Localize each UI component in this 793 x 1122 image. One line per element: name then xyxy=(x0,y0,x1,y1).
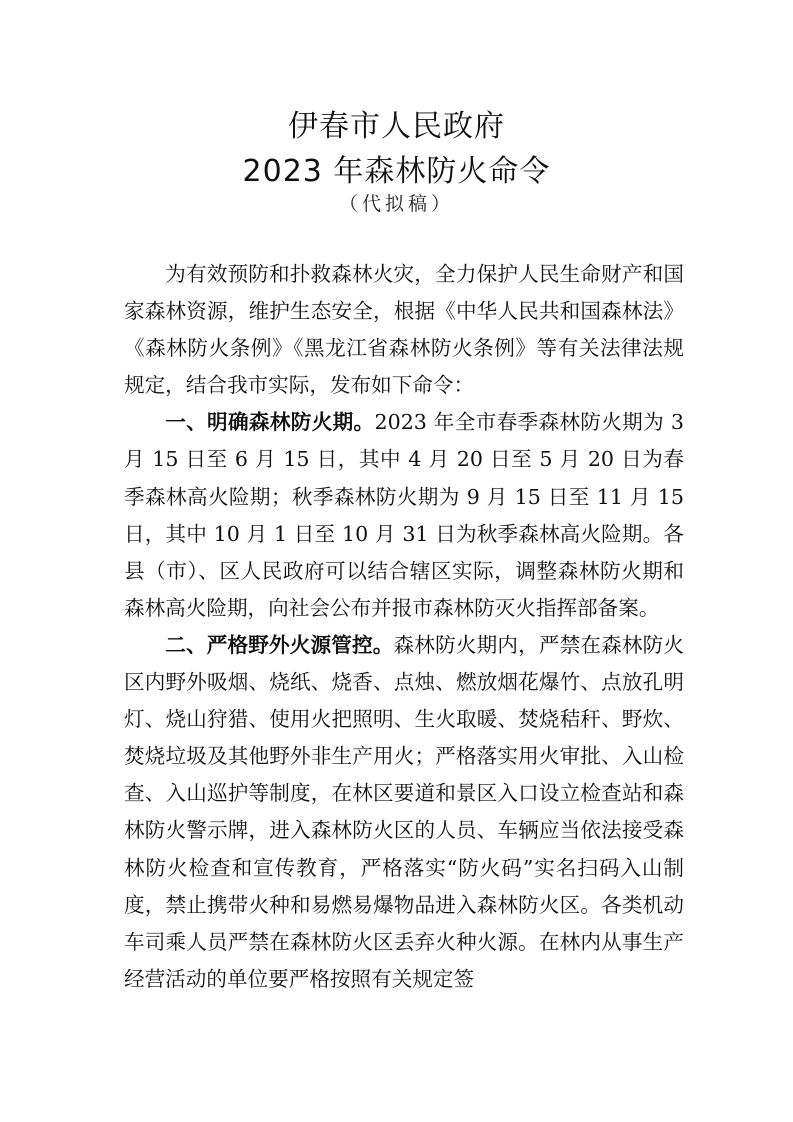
paragraph-intro xyxy=(124,256,684,404)
paragraph-fire-source-control xyxy=(124,627,684,998)
document-subtitle: （代拟稿） xyxy=(338,193,454,215)
document-title-line2: 2023 年森林防火命令 xyxy=(242,154,551,189)
document-body xyxy=(124,256,684,998)
section-heading: 二、严格野外火源管控。 xyxy=(165,632,394,657)
document-title-line1: 伊春市人民政府 xyxy=(288,109,505,144)
paragraph-text: 2023 年全市春季森林防火期为 3 月 15 日至 6 月 15 日，其中 4 月 20 日至 5 月 20 日为春季森林高火险期；秋季森林防火期为 9 月 15 日至 11 月 15 日，其中 10 月 1 日至 10 月 31 日为秋季森林高火险期。各县（市）、区人民政府可以结合辖区实际，调整森林防火期和森林高火险期，向社会公布并报市森林防灭火指挥部备案。 xyxy=(124,410,685,620)
paragraph-fire-period xyxy=(124,404,684,627)
paragraph-text: 森林防火期内，严禁在森林防火区内野外吸烟、烧纸、烧香、点烛、燃放烟花爆竹、点放孔明灯、烧山狩猎、使用火把照明、生火取暖、焚烧秸秆、野炊、焚烧垃圾及其他野外非生产用火；严格落实用火审批、入山检查、入山巡护等制度，在林区要道和景区入口设立检查站和森林防火警示牌，进入森林防火区的人员、车辆应当依法接受森林防火检查和宣传教育，严格落实“防火码”实名扫码入山制度，禁止携带火种和易燃易爆物品进入森林防火区。各类机动车司乘人员严禁在森林防火区丢弃火种火源。在林内从事生产经营活动的单位要严格按照有关规定签 xyxy=(124,632,685,991)
section-heading: 一、明确森林防火期。 xyxy=(165,410,375,435)
paragraph-text: 为有效预防和扑救森林火灾，全力保护人民生命财产和国家森林资源，维护生态安全，根据《中华人民共和国森林法》《森林防火条例》《黑龙江省森林防火条例》等有关法律法规规定，结合我市实际，发布如下命令： xyxy=(124,262,684,398)
